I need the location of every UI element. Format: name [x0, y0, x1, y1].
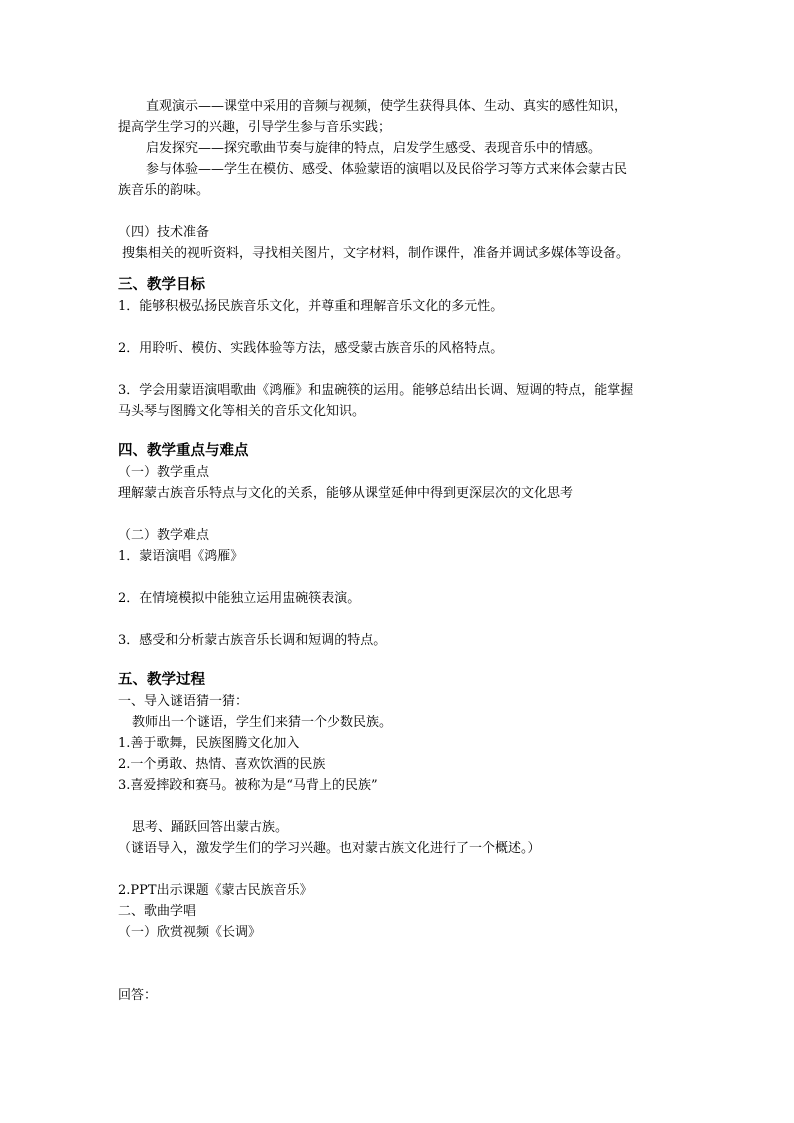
key-point-subheading: （一）教学重点 [118, 465, 210, 480]
process-step: 二、歌曲学唱 [118, 904, 197, 919]
process-text: 教师出一个谜语，学生们来猜一个少数民族。 [132, 715, 393, 730]
riddle-clue: 3.喜爱摔跤和赛马。被称为是“马背上的民族” [118, 778, 378, 793]
riddle-clue: 1.善于歌舞，民族图腾文化加入 [118, 736, 300, 751]
key-point-text: 理解蒙古族音乐特点与文化的关系，能够从课堂延伸中得到更深层次的文化思考 [118, 486, 574, 501]
process-step: （一）欣赏视频《长调》 [118, 925, 262, 940]
goal-item: 3．学会用蒙语演唱歌曲《鸿雁》和盅碗筷的运用。能够总结出长调、短调的特点，能掌握 [118, 383, 634, 398]
goal-item-continued: 马头琴与图腾文化等相关的音乐文化知识。 [118, 404, 366, 419]
process-step: 一、导入谜语猜一猜： [118, 694, 249, 709]
difficulty-item: 3．感受和分析蒙古族音乐长调和短调的特点。 [118, 633, 387, 648]
difficulty-item: 1．蒙语演唱《鸿雁》 [118, 549, 244, 564]
difficulty-subheading: （二）教学难点 [118, 528, 210, 543]
method-paragraph-line: 直观演示——课堂中采用的音频与视频，使学生获得具体、生动、真实的感性知识， [146, 99, 628, 114]
method-paragraph-line: 启发探究——探究歌曲节奏与旋律的特点，启发学生感受、表现音乐中的情感。 [146, 141, 602, 156]
process-note: （谜语导入，激发学生们的学习兴趣。也对蒙古族文化进行了一个概述。） [118, 841, 541, 856]
difficulty-item: 2．在情境模拟中能独立运用盅碗筷表演。 [118, 591, 361, 606]
method-paragraph-line: 提高学生学习的兴趣，引导学生参与音乐实践； [118, 120, 392, 135]
goals-heading: 三、教学目标 [118, 276, 205, 293]
process-step: 2.PPT出示课题《蒙古民族音乐》 [118, 883, 313, 898]
method-paragraph-line: 族音乐的韵味。 [118, 183, 210, 198]
key-points-heading: 四、教学重点与难点 [118, 442, 249, 459]
tech-heading: （四）技术准备 [118, 225, 210, 240]
riddle-clue: 2.一个勇敢、热情、喜欢饮酒的民族 [118, 757, 326, 772]
document-page [118, 96, 678, 1006]
goal-item: 2．用聆听、模仿、实践体验等方法，感受蒙古族音乐的风格特点。 [118, 341, 504, 356]
tech-text: 搜集相关的视听资料，寻找相关图片，文字材料，制作课件，准备并调试多媒体等设备。 [122, 246, 630, 261]
process-text: 思考、踊跃回答出蒙古族。 [132, 820, 289, 835]
goal-item: 1．能够积极弘扬民族音乐文化，并尊重和理解音乐文化的多元性。 [118, 299, 504, 314]
process-heading: 五、教学过程 [118, 671, 205, 688]
method-paragraph-line: 参与体验——学生在模仿、感受、体验蒙语的演唱以及民俗学习等方式来体会蒙古民 [146, 162, 628, 177]
answer-label: 回答： [118, 988, 158, 1003]
